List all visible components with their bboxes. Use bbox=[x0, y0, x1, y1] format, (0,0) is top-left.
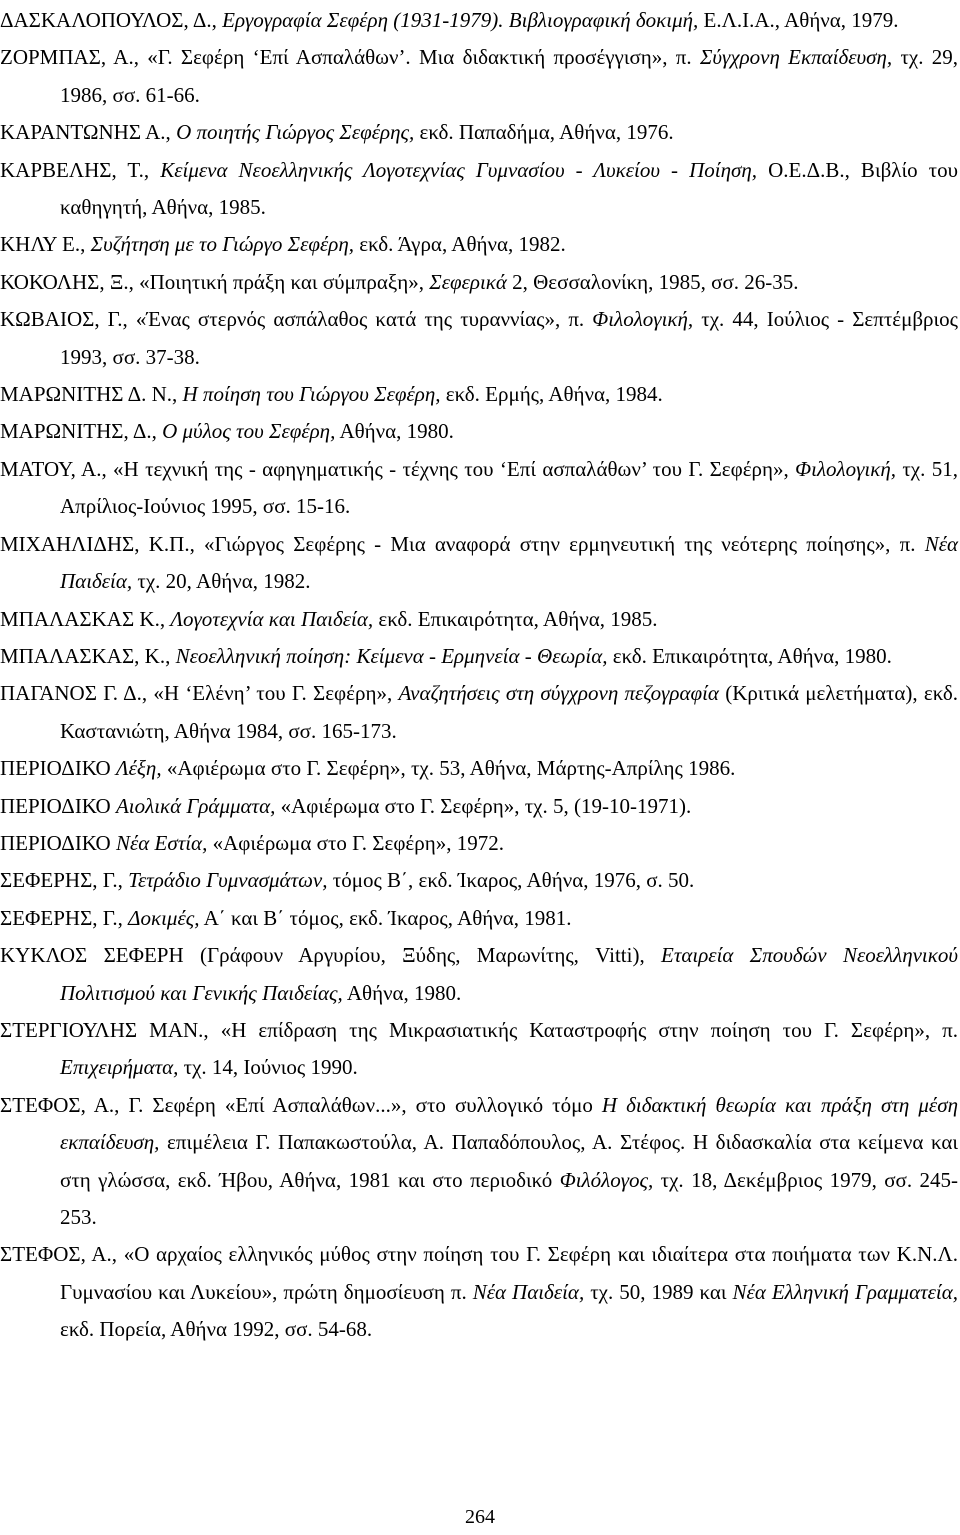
entry-text: τχ. 20, Αθήνα, 1982. bbox=[132, 569, 311, 594]
page-number: 264 bbox=[465, 1506, 495, 1528]
italic-title: Νεοελληνική ποίηση: Κείμενα - Ερμηνεία - Θεωρία, bbox=[175, 643, 608, 668]
entry-text: τχ. 50, 1989 και bbox=[584, 1279, 733, 1304]
italic-title: Ο ποιητής Γιώργος Σεφέρης, bbox=[176, 120, 415, 145]
bibliography-entry bbox=[0, 638, 958, 675]
entry-text: ΣΕΦΕΡΗΣ, Γ., bbox=[0, 905, 129, 930]
italic-title: Λογοτεχνία και Παιδεία, bbox=[170, 606, 374, 631]
entry-text: Α΄ και Β΄ τόμος, εκδ. Ίκαρος, Αθήνα, 1981. bbox=[199, 905, 572, 930]
bibliography-entry bbox=[0, 413, 958, 450]
italic-title: Ο μύλος του Σεφέρη, bbox=[162, 419, 336, 444]
entry-text: ΠΕΡΙΟΔΙΚΟ bbox=[0, 756, 116, 781]
bibliography-entry bbox=[0, 39, 958, 114]
bibliography-entry bbox=[0, 2, 958, 39]
entry-text: (Κριτικά μελετήματα), εκδ. Καστανιώτη, Αθήνα 1984, σσ. 165-173. bbox=[60, 681, 959, 743]
italic-title: Εργογραφία Σεφέρη (1931-1979). Βιβλιογραφική δοκιμή, bbox=[222, 8, 699, 32]
bibliography-entry bbox=[0, 376, 958, 413]
italic-title: Νέα Παιδεία, bbox=[60, 531, 958, 594]
bibliography-entry bbox=[0, 152, 958, 227]
bibliography-entry bbox=[0, 825, 958, 862]
italic-title: Αιολικά Γράμματα, bbox=[115, 793, 276, 818]
entry-text: τχ. 51, Απρίλιος-Ιούνιος 1995, σσ. 15-16. bbox=[60, 456, 958, 519]
entry-text: εκδ. Άγρα, Αθήνα, 1982. bbox=[354, 232, 566, 257]
entry-text: ΠΕΡΙΟΔΙΚΟ bbox=[0, 793, 116, 818]
entry-text: ΜΑΡΩΝΙΤΗΣ, Δ., bbox=[0, 419, 163, 444]
entry-text: τχ. 29, 1986, σσ. 61-66. bbox=[60, 45, 958, 107]
italic-title: Αναζητήσεις στη σύγχρονη πεζογραφία bbox=[398, 681, 719, 706]
entry-text: «Αφιέρωμα στο Γ. Σεφέρη», 1972. bbox=[207, 830, 504, 855]
bibliography-entry bbox=[0, 114, 958, 151]
entry-text: «Αφιέρωμα στο Γ. Σεφέρη», τχ. 53, Αθήνα, Μάρτης-Απρίλης 1986. bbox=[161, 756, 736, 781]
italic-title: Η ποίηση του Γιώργου Σεφέρη, bbox=[182, 382, 441, 407]
entry-text: ΣΤΕΡΓΙΟΥΛΗΣ ΜΑΝ., «Η επίδραση της Μικρασιατικής Καταστροφής στην ποίηση του Γ. Σεφέρη», π. bbox=[0, 1017, 958, 1042]
entry-text: ΖΟΡΜΠΑΣ, Α., «Γ. Σεφέρη ‘Επί Ασπαλάθων’. Μια διδακτική προσέγγιση», π. bbox=[0, 45, 700, 70]
bibliography-entry bbox=[0, 675, 958, 750]
entry-text: τόμος Β΄, εκδ. Ίκαρος, Αθήνα, 1976, σ. 50. bbox=[327, 868, 695, 893]
italic-title: Τετράδιο Γυμνασμάτων, bbox=[128, 868, 328, 893]
entry-text: επιμέλεια Γ. Παπακωστούλα, Α. Παπαδόπουλος, Α. Στέφος. Η διδασκαλία στα κείμενα και στη γλώσσα, εκδ. Ήβου, Αθήνα, 1981 και στο περιοδικό bbox=[60, 1130, 958, 1192]
entry-text: εκδ. Παπαδήμα, Αθήνα, 1976. bbox=[414, 120, 674, 145]
entry-text: Ο.Ε.Δ.Β., Βιβλίο του καθηγητή, Αθήνα, 1985. bbox=[60, 157, 959, 220]
bibliography-entry bbox=[0, 1087, 958, 1237]
entry-text: ΠΑΓΑΝΟΣ Γ. Δ., «Η ‘Ελένη’ του Γ. Σεφέρη», bbox=[0, 681, 399, 706]
entry-text: ΚΟΚΟΛΗΣ, Ξ., «Ποιητική πράξη και σύμπραξη», bbox=[0, 269, 430, 294]
italic-title: Επιχειρήματα, bbox=[60, 1055, 179, 1080]
italic-title: Συζήτηση με το Γιώργο Σεφέρη, bbox=[90, 232, 355, 257]
italic-title: Εταιρεία Σπουδών Νεοελληνικού Πολιτισμού και Γενικής Παιδείας, bbox=[60, 943, 958, 1005]
entry-text: ΚΗΛΥ Ε., bbox=[0, 232, 91, 257]
entry-text: Ε.Λ.Ι.Α., Αθήνα, 1979. bbox=[698, 8, 899, 32]
italic-title: Κείμενα Νεοελληνικής Λογοτεχνίας Γυμνασίου - Λυκείου - Ποίηση, bbox=[160, 157, 758, 182]
entry-text: ΜΠΑΛΑΣΚΑΣ Κ., bbox=[0, 606, 171, 631]
italic-title: Φιλολογική, bbox=[592, 307, 694, 332]
italic-title: Νέα Παιδεία, bbox=[472, 1279, 585, 1304]
entry-text: ΣΤΕΦΟΣ, Α., Γ. Σεφέρη «Επί Ασπαλάθων...», στο συλλογικό τόμο bbox=[0, 1092, 602, 1117]
entry-text: τχ. 18, Δεκέμβριος 1979, σσ. 245-253. bbox=[60, 1167, 958, 1229]
entry-text: εκδ. Πορεία, Αθήνα 1992, σσ. 54-68. bbox=[60, 1317, 373, 1342]
bibliography-entry bbox=[0, 862, 958, 899]
entry-text: ΔΑΣΚΑΛΟΠΟΥΛΟΣ, Δ., bbox=[0, 8, 223, 32]
italic-title: Δοκιμές, bbox=[128, 905, 200, 930]
bibliography-entry bbox=[0, 301, 958, 376]
bibliography-entry bbox=[0, 937, 958, 1012]
bibliography-list bbox=[0, 2, 958, 1349]
italic-title: Σύγχρονη Εκπαίδευση, bbox=[699, 45, 893, 70]
entry-text: ΣΤΕΦΟΣ, Α., «Ο αρχαίος ελληνικός μύθος στην ποίηση του Γ. Σεφέρη και ιδιαίτερα στα ποιήματα των Κ.Ν.Λ. Γυμνασίου και Λυκείου», πρώτη δημοσίευση π. bbox=[0, 1242, 958, 1304]
entry-text: ΚΩΒΑΙΟΣ, Γ., «Ένας στερνός ασπάλαθος κατά της τυραννίας», π. bbox=[0, 307, 593, 332]
entry-text: ΚΑΡΑΝΤΩΝΗΣ Α., bbox=[0, 120, 177, 145]
entry-text: τχ. 44, Ιούλιος - Σεπτέμβριος 1993, σσ. 37-38. bbox=[60, 307, 958, 369]
bibliography-entry bbox=[0, 451, 958, 526]
entry-text: εκδ. Επικαιρότητα, Αθήνα, 1980. bbox=[607, 643, 892, 668]
italic-title: Σεφερικά bbox=[429, 269, 507, 294]
italic-title: Φιλολογική, bbox=[795, 456, 896, 481]
entry-text: Αθήνα, 1980. bbox=[335, 419, 454, 444]
entry-text: Αθήνα, 1980. bbox=[342, 980, 462, 1005]
italic-title: Νέα Ελληνική Γραμματεία, bbox=[732, 1279, 959, 1304]
entry-text: ΜΙΧΑΗΛΙΔΗΣ, Κ.Π., «Γιώργος Σεφέρης - Μια αναφορά στην ερμηνευτική της νεότερης ποίησης», π. bbox=[0, 531, 925, 556]
entry-text: ΜΠΑΛΑΣΚΑΣ, Κ., bbox=[0, 643, 176, 668]
entry-text: εκδ. Ερμής, Αθήνα, 1984. bbox=[440, 382, 663, 407]
bibliography-entry bbox=[0, 750, 958, 787]
bibliography-entry bbox=[0, 1236, 958, 1348]
entry-text: «Αφιέρωμα στο Γ. Σεφέρη», τχ. 5, (19-10-1971). bbox=[275, 793, 692, 818]
italic-title: Νέα Εστία, bbox=[115, 830, 208, 855]
entry-text: εκδ. Επικαιρότητα, Αθήνα, 1985. bbox=[373, 606, 658, 631]
bibliography-entry bbox=[0, 1012, 958, 1087]
bibliography-entry bbox=[0, 226, 958, 263]
entry-text: ΜΑΡΩΝΙΤΗΣ Δ. Ν., bbox=[0, 382, 183, 407]
entry-text: τχ. 14, Ιούνιος 1990. bbox=[178, 1055, 358, 1080]
italic-title: Φιλόλογος, bbox=[559, 1167, 654, 1192]
bibliography-entry bbox=[0, 601, 958, 638]
entry-text: ΚΥΚΛΟΣ ΣΕΦΕΡΗ (Γράφουν Αργυρίου, Ξύδης, Μαρωνίτης, Vitti), bbox=[0, 943, 662, 968]
entry-text: ΚΑΡΒΕΛΗΣ, Τ., bbox=[0, 157, 161, 182]
entry-text: ΣΕΦΕΡΗΣ, Γ., bbox=[0, 868, 129, 893]
italic-title: Η διδακτική θεωρία και πράξη στη μέση εκπαίδευση, bbox=[60, 1092, 958, 1155]
bibliography-entry bbox=[0, 526, 958, 601]
italic-title: Λέξη, bbox=[115, 756, 162, 781]
bibliography-entry bbox=[0, 788, 958, 825]
bibliography-entry bbox=[0, 264, 958, 301]
entry-text: 2, Θεσσαλονίκη, 1985, σσ. 26-35. bbox=[506, 269, 799, 294]
bibliography-entry bbox=[0, 900, 958, 937]
entry-text: ΠΕΡΙΟΔΙΚΟ bbox=[0, 830, 116, 855]
entry-text: ΜΑΤΟΥ, Α., «Η τεχνική της - αφηγηματικής - τέχνης του ‘Επί ασπαλάθων’ του Γ. Σεφέρη», bbox=[0, 456, 796, 481]
